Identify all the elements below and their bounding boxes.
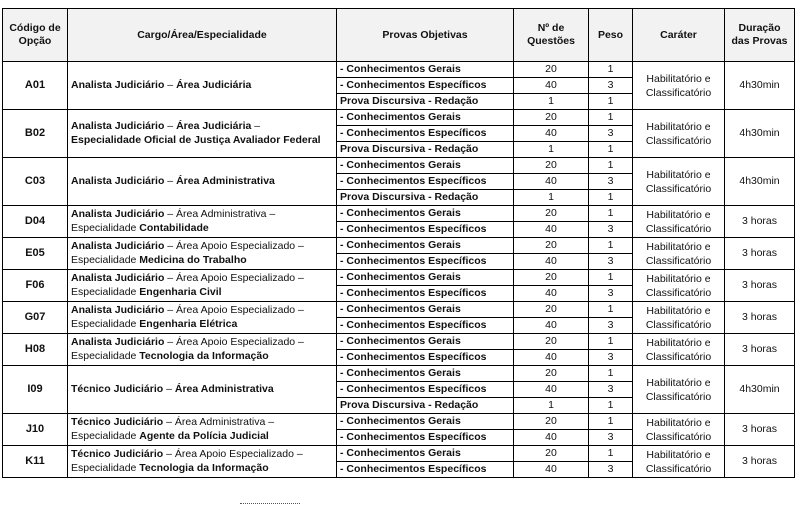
option-code: E05	[3, 238, 68, 270]
option-code: G07	[3, 302, 68, 334]
prova-name: - Conhecimentos Específicos	[337, 382, 514, 398]
duracao-cell: 3 horas	[725, 238, 795, 270]
carater-cell: Habilitatório e Classificatório	[633, 446, 725, 478]
cargo-text-segment: Analista Judiciário	[71, 240, 165, 252]
peso-value: 1	[589, 142, 633, 158]
prova-name: Prova Discursiva - Redação	[337, 94, 514, 110]
header-carater: Caráter	[633, 9, 725, 62]
table-header-row	[3, 9, 795, 62]
questoes-count: 20	[514, 334, 589, 350]
cargo-text-segment: Engenharia Civil	[139, 285, 222, 298]
carater-cell: Habilitatório e Classificatório	[633, 206, 725, 238]
exam-table-container	[2, 8, 795, 478]
cargo-text-segment: Analista Judiciário	[71, 78, 165, 91]
peso-value: 1	[589, 62, 633, 78]
questoes-count: 20	[514, 366, 589, 382]
duracao-cell: 4h30min	[725, 62, 795, 110]
peso-value: 3	[589, 382, 633, 398]
table-row	[3, 206, 795, 222]
cargo-text-segment: – Área Apoio Especializado – Especialidade	[71, 240, 304, 266]
header-codigo: Código de Opção	[3, 9, 68, 62]
duracao-cell: 3 horas	[725, 270, 795, 302]
table-row	[3, 414, 795, 430]
peso-value: 1	[589, 414, 633, 430]
peso-value: 1	[589, 190, 633, 206]
cargo-text-segment: Área Administrativa	[176, 174, 275, 187]
cargo-text-segment: –	[251, 120, 261, 132]
peso-value: 3	[589, 78, 633, 94]
cargo-text-segment: Técnico Judiciário	[71, 448, 164, 460]
peso-value: 1	[589, 334, 633, 350]
questoes-count: 20	[514, 446, 589, 462]
prova-name: - Conhecimentos Gerais	[337, 366, 514, 382]
cargo-text-segment: Área Administrativa	[174, 382, 274, 395]
questoes-count: 20	[514, 414, 589, 430]
table-row	[3, 302, 795, 318]
cargo-text-segment: Especialidade Oficial de Justiça Avaliador Federal	[71, 133, 321, 146]
prova-name: - Conhecimentos Gerais	[337, 334, 514, 350]
cargo-cell	[68, 158, 337, 206]
questoes-count: 20	[514, 238, 589, 254]
prova-name: - Conhecimentos Gerais	[337, 62, 514, 78]
table-row	[3, 158, 795, 174]
cut-off-fragment	[240, 503, 300, 506]
table-row	[3, 62, 795, 78]
carater-cell: Habilitatório e Classificatório	[633, 414, 725, 446]
prova-name: - Conhecimentos Específicos	[337, 350, 514, 366]
duracao-cell: 3 horas	[725, 414, 795, 446]
peso-value: 3	[589, 318, 633, 334]
cargo-text-segment: Analista Judiciário	[71, 304, 165, 316]
prova-name: - Conhecimentos Gerais	[337, 238, 514, 254]
questoes-count: 40	[514, 222, 589, 238]
cargo-text-segment: Agente da Polícia Judicial	[139, 429, 269, 442]
peso-value: 1	[589, 94, 633, 110]
questoes-count: 1	[514, 190, 589, 206]
cargo-cell	[68, 446, 337, 478]
table-body	[3, 62, 795, 478]
duracao-cell: 3 horas	[725, 446, 795, 478]
cargo-text-segment: Medicina do Trabalho	[139, 253, 247, 266]
exam-table	[2, 8, 795, 478]
cargo-text-segment: Analista Judiciário	[71, 272, 165, 284]
prova-name: - Conhecimentos Específicos	[337, 78, 514, 94]
prova-name: Prova Discursiva - Redação	[337, 398, 514, 414]
cargo-text-segment: Analista Judiciário	[71, 208, 165, 220]
prova-name: Prova Discursiva - Redação	[337, 190, 514, 206]
duracao-cell: 4h30min	[725, 366, 795, 414]
questoes-count: 1	[514, 94, 589, 110]
duracao-cell: 3 horas	[725, 302, 795, 334]
questoes-count: 1	[514, 398, 589, 414]
cargo-cell	[68, 334, 337, 366]
prova-name: - Conhecimentos Gerais	[337, 302, 514, 318]
peso-value: 3	[589, 174, 633, 190]
option-code: C03	[3, 158, 68, 206]
duracao-cell: 3 horas	[725, 206, 795, 238]
option-code: B02	[3, 110, 68, 158]
peso-value: 1	[589, 206, 633, 222]
prova-name: - Conhecimentos Específicos	[337, 318, 514, 334]
cargo-text-segment: Área Judiciária	[176, 78, 252, 91]
cargo-cell	[68, 302, 337, 334]
table-row	[3, 238, 795, 254]
cargo-cell	[68, 414, 337, 446]
cargo-text-segment: Tecnologia da Informação	[139, 349, 269, 362]
cargo-text-segment: – Área Apoio Especializado – Especialidade	[71, 304, 304, 330]
carater-cell: Habilitatório e Classificatório	[633, 62, 725, 110]
option-code: I09	[3, 366, 68, 414]
questoes-count: 40	[514, 350, 589, 366]
header-peso: Peso	[589, 9, 633, 62]
cargo-text-segment: Contabilidade	[139, 221, 209, 234]
duracao-cell: 4h30min	[725, 158, 795, 206]
cargo-text-segment: – Área Apoio Especializado – Especialidade	[71, 272, 304, 298]
carater-cell: Habilitatório e Classificatório	[633, 158, 725, 206]
peso-value: 1	[589, 366, 633, 382]
cargo-text-segment: Técnico Judiciário	[71, 382, 164, 395]
option-code: K11	[3, 446, 68, 478]
questoes-count: 20	[514, 110, 589, 126]
duracao-cell: 4h30min	[725, 110, 795, 158]
cargo-text-segment: –	[164, 120, 177, 132]
table-row	[3, 110, 795, 126]
cargo-text-segment: Área Judiciária	[176, 120, 252, 132]
option-code: F06	[3, 270, 68, 302]
header-cargo: Cargo/Área/Especialidade	[68, 9, 337, 62]
cargo-text-segment: Analista Judiciário	[71, 174, 165, 187]
cargo-cell	[68, 110, 337, 158]
carater-cell: Habilitatório e Classificatório	[633, 238, 725, 270]
prova-name: - Conhecimentos Específicos	[337, 222, 514, 238]
cargo-cell	[68, 206, 337, 238]
header-provas: Provas Objetivas	[337, 9, 514, 62]
cargo-text-segment: –	[164, 78, 177, 91]
option-code: A01	[3, 62, 68, 110]
cargo-text-segment: Tecnologia da Informação	[139, 461, 269, 474]
table-row	[3, 446, 795, 462]
questoes-count: 20	[514, 270, 589, 286]
table-row	[3, 270, 795, 286]
cargo-cell	[68, 62, 337, 110]
prova-name: - Conhecimentos Específicos	[337, 126, 514, 142]
peso-value: 3	[589, 222, 633, 238]
cargo-text-segment: –	[164, 174, 177, 187]
peso-value: 1	[589, 110, 633, 126]
prova-name: - Conhecimentos Específicos	[337, 430, 514, 446]
cargo-text-segment: Engenharia Elétrica	[139, 317, 238, 330]
questoes-count: 40	[514, 286, 589, 302]
peso-value: 1	[589, 270, 633, 286]
cargo-text-segment: – Área Administrativa – Especialidade	[71, 208, 276, 234]
carater-cell: Habilitatório e Classificatório	[633, 302, 725, 334]
cargo-text-segment: Analista Judiciário	[71, 120, 165, 132]
cargo-cell	[68, 238, 337, 270]
header-questoes: Nº de Questões	[514, 9, 589, 62]
prova-name: - Conhecimentos Gerais	[337, 270, 514, 286]
cargo-cell	[68, 270, 337, 302]
prova-name: - Conhecimentos Específicos	[337, 462, 514, 478]
peso-value: 1	[589, 158, 633, 174]
prova-name: - Conhecimentos Específicos	[337, 174, 514, 190]
questoes-count: 40	[514, 174, 589, 190]
cargo-text-segment: –	[163, 382, 175, 395]
carater-cell: Habilitatório e Classificatório	[633, 366, 725, 414]
questoes-count: 40	[514, 462, 589, 478]
prova-name: - Conhecimentos Gerais	[337, 110, 514, 126]
cargo-cell	[68, 366, 337, 414]
questoes-count: 20	[514, 62, 589, 78]
questoes-count: 20	[514, 158, 589, 174]
peso-value: 3	[589, 286, 633, 302]
questoes-count: 40	[514, 318, 589, 334]
peso-value: 1	[589, 446, 633, 462]
prova-name: - Conhecimentos Específicos	[337, 286, 514, 302]
cargo-text-segment: Analista Judiciário	[71, 336, 165, 348]
cargo-text-segment: – Área Administrativa – Especialidade	[71, 416, 275, 442]
carater-cell: Habilitatório e Classificatório	[633, 270, 725, 302]
option-code: J10	[3, 414, 68, 446]
option-code: D04	[3, 206, 68, 238]
peso-value: 3	[589, 462, 633, 478]
peso-value: 1	[589, 238, 633, 254]
table-row	[3, 334, 795, 350]
header-duracao: Duração das Provas	[725, 9, 795, 62]
questoes-count: 20	[514, 206, 589, 222]
questoes-count: 1	[514, 142, 589, 158]
peso-value: 3	[589, 430, 633, 446]
table-row	[3, 366, 795, 382]
questoes-count: 40	[514, 126, 589, 142]
questoes-count: 40	[514, 254, 589, 270]
questoes-count: 40	[514, 78, 589, 94]
prova-name: - Conhecimentos Gerais	[337, 158, 514, 174]
cargo-text-segment: – Área Apoio Especializado – Especialidade	[71, 336, 304, 362]
cargo-text-segment: Técnico Judiciário	[71, 416, 164, 428]
carater-cell: Habilitatório e Classificatório	[633, 334, 725, 366]
cargo-text-segment: – Área Apoio Especializado – Especialidade	[71, 448, 303, 474]
questoes-count: 20	[514, 302, 589, 318]
peso-value: 1	[589, 302, 633, 318]
questoes-count: 40	[514, 430, 589, 446]
peso-value: 3	[589, 126, 633, 142]
carater-cell: Habilitatório e Classificatório	[633, 110, 725, 158]
peso-value: 3	[589, 350, 633, 366]
peso-value: 1	[589, 398, 633, 414]
questoes-count: 40	[514, 382, 589, 398]
prova-name: - Conhecimentos Gerais	[337, 446, 514, 462]
prova-name: Prova Discursiva - Redação	[337, 142, 514, 158]
peso-value: 3	[589, 254, 633, 270]
option-code: H08	[3, 334, 68, 366]
prova-name: - Conhecimentos Gerais	[337, 206, 514, 222]
prova-name: - Conhecimentos Gerais	[337, 414, 514, 430]
duracao-cell: 3 horas	[725, 334, 795, 366]
prova-name: - Conhecimentos Específicos	[337, 254, 514, 270]
